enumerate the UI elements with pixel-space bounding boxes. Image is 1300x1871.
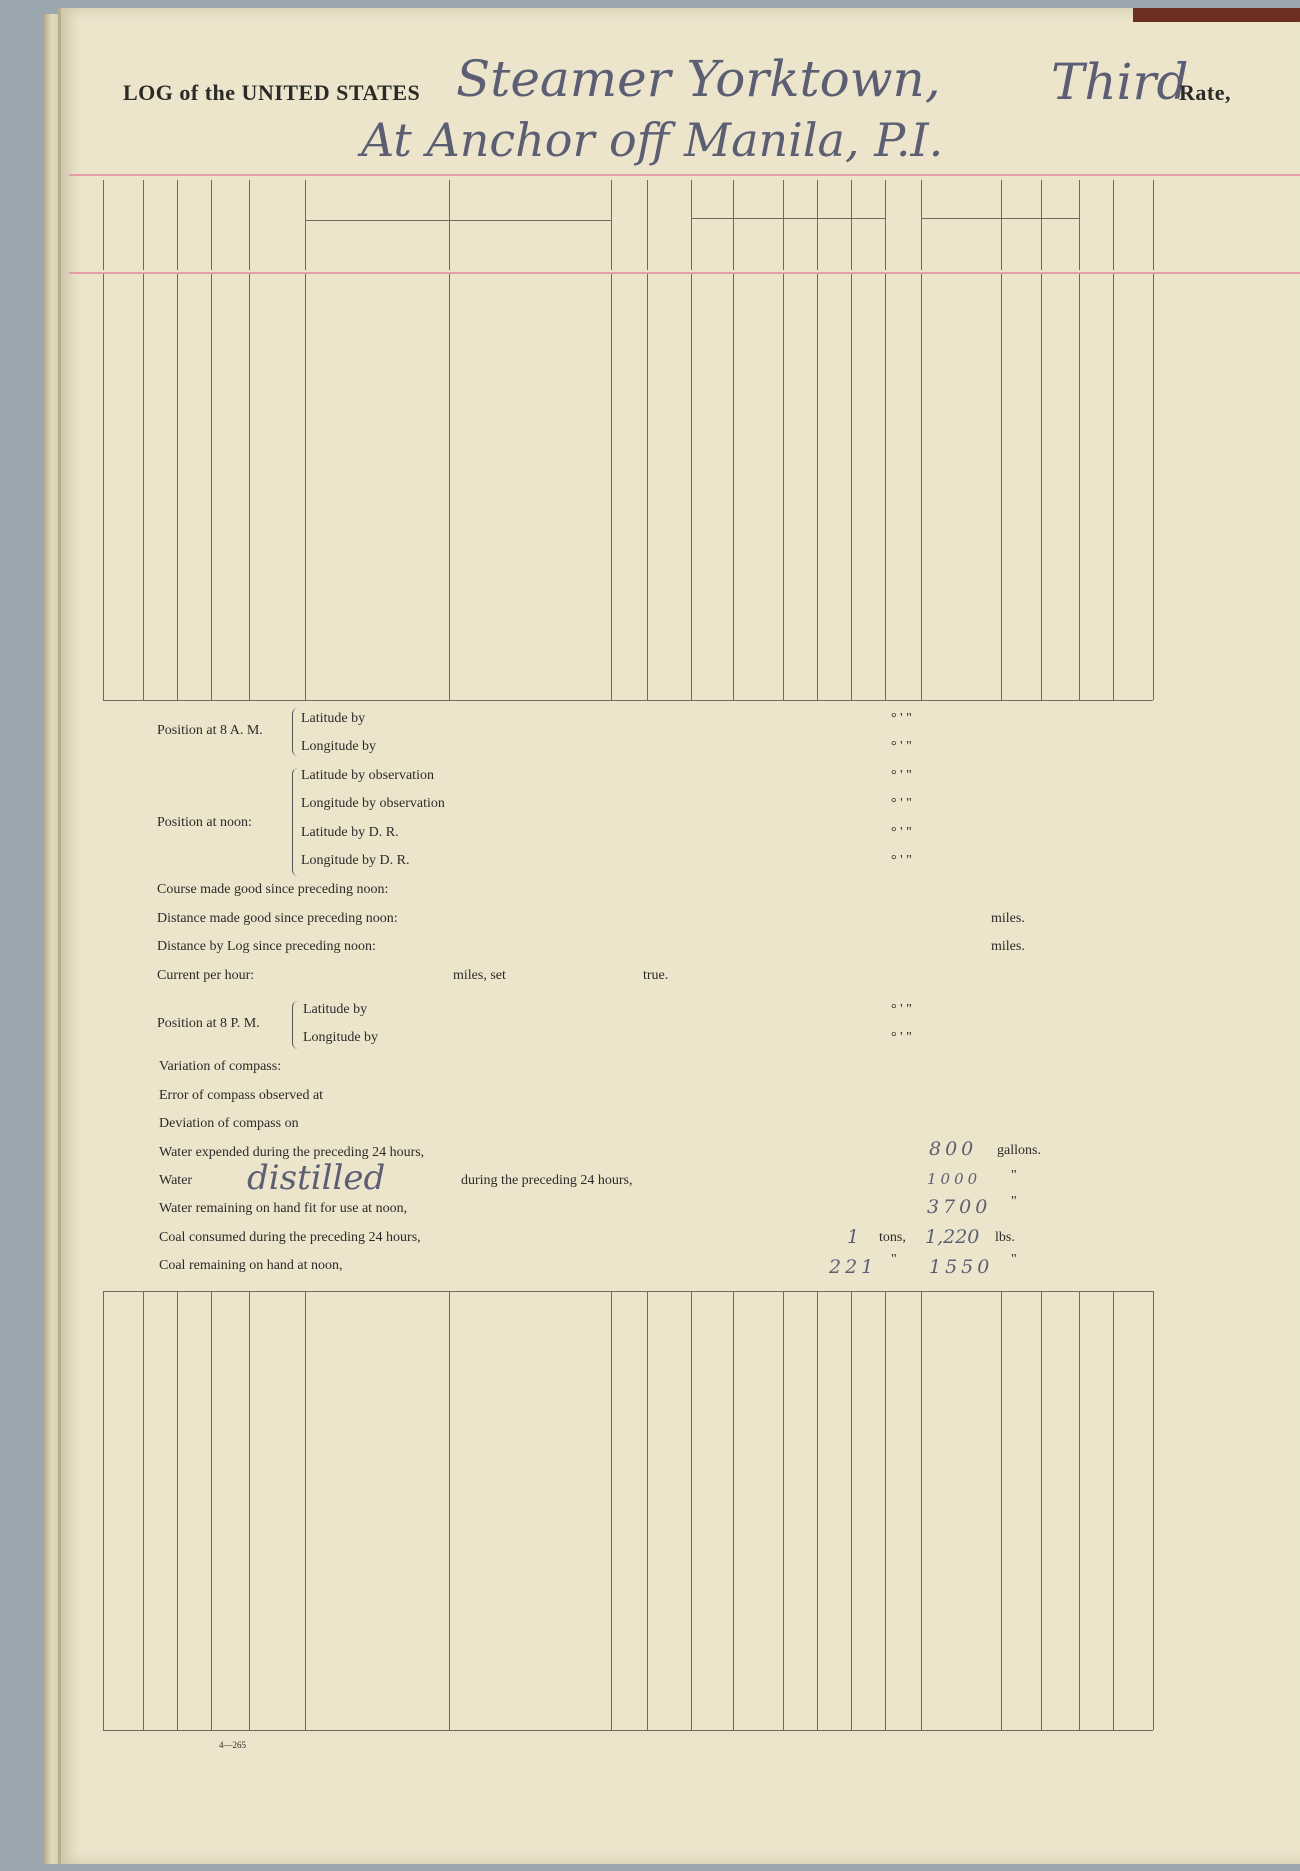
hdr-col-rule-7: [611, 180, 612, 270]
pos-noon-label: Position at noon:: [157, 815, 252, 830]
coal-rem-lbs: 1550: [929, 1256, 994, 1278]
am-col-rule-16: [1001, 274, 1002, 700]
hdr-col-rule-8: [647, 180, 648, 270]
am-col-rule-14: [885, 274, 886, 700]
pm-col-rule-9: [691, 1291, 692, 1730]
baro-temp-split-rule: [691, 218, 885, 219]
brace-8am: [292, 708, 299, 756]
water-expended-val: 800: [929, 1138, 978, 1160]
dms-5: ° ' ": [891, 825, 912, 840]
pm-col-rule-4: [249, 1291, 250, 1730]
pink-rule-header: [69, 272, 1300, 274]
gallons: gallons.: [997, 1143, 1041, 1158]
pm-col-rule-16: [1001, 1291, 1002, 1730]
ditto-3: ": [891, 1252, 897, 1267]
hdr-col-rule-16: [1001, 180, 1002, 270]
am-col-rule-8: [647, 274, 648, 700]
title-printed: LOG of the UNITED STATES: [123, 80, 421, 105]
wind-split-rule: [305, 220, 611, 221]
dms-1: ° ' ": [891, 711, 912, 726]
pm-col-rule-5: [305, 1291, 306, 1730]
pos-8pm-label: Position at 8 P. M.: [157, 1016, 260, 1031]
pm-col-rule-0: [103, 1291, 104, 1730]
dms-3: ° ' ": [891, 768, 912, 783]
lbs-label: lbs.: [995, 1230, 1015, 1245]
vessel-rate: Third: [1051, 53, 1189, 111]
pm-col-rule-12: [817, 1291, 818, 1730]
am-col-rule-15: [921, 274, 922, 700]
error: Error of compass observed at: [159, 1088, 324, 1103]
hdr-col-rule-10: [733, 180, 734, 270]
coal-rem-tons: 221: [829, 1256, 878, 1278]
form-number: 4—265: [219, 1740, 246, 1750]
coal-consumed: Coal consumed during the preceding 24 hours,: [159, 1230, 421, 1245]
hdr-col-rule-first: [103, 180, 104, 270]
water-distilled-val: 1000: [927, 1170, 982, 1188]
pink-rule-top: [69, 174, 1300, 176]
am-col-rule-20: [1153, 274, 1154, 700]
dist-log: Distance by Log since preceding noon:: [157, 939, 376, 954]
lon-8pm: Longitude by: [303, 1030, 379, 1045]
am-col-rule-7: [611, 274, 612, 700]
dms-6: ° ' ": [891, 853, 912, 868]
ditto-1: ": [1011, 1168, 1017, 1183]
lat-obs: Latitude by observation: [301, 768, 434, 783]
hdr-col-rule-3: [211, 180, 212, 270]
hdr-col-rule-18: [1079, 180, 1080, 270]
dms-7: ° ' ": [891, 1002, 912, 1017]
pm-col-rule-10: [733, 1291, 734, 1730]
am-col-rule-6: [449, 274, 450, 700]
pm-col-rule-18: [1079, 1291, 1080, 1730]
am-col-rule-11: [783, 274, 784, 700]
pm-col-rule-11: [783, 1291, 784, 1730]
am-col-rule-17: [1041, 274, 1042, 700]
water-during: during the preceding 24 hours,: [461, 1173, 633, 1188]
anchor-location: At Anchor off Manila, P.I.: [361, 113, 944, 167]
hdr-col-rule-4: [249, 180, 250, 270]
lon-dr: Longitude by D. R.: [301, 853, 410, 868]
clouds-split-rule: [921, 218, 1079, 219]
hdr-col-rule-17: [1041, 180, 1042, 270]
am-col-rule-5: [305, 274, 306, 700]
lat-8am: Latitude by: [301, 711, 366, 726]
am-col-rule-10: [733, 274, 734, 700]
current-label: Current per hour:: [157, 968, 255, 983]
deviation: Deviation of compass on: [159, 1116, 299, 1131]
miles-set: miles, set: [453, 968, 506, 983]
am-col-rule-0: [103, 274, 104, 700]
am-bottom-rule: [103, 700, 1153, 701]
hdr-col-rule-12: [817, 180, 818, 270]
binding-corner: [1133, 8, 1300, 22]
am-col-rule-19: [1113, 274, 1114, 700]
pos-8am-label: Position at 8 A. M.: [157, 723, 263, 738]
am-col-rule-4: [249, 274, 250, 700]
lat-dr: Latitude by D. R.: [301, 825, 399, 840]
pm-col-rule-1: [143, 1291, 144, 1730]
coal-tons-val: 1: [847, 1226, 860, 1248]
pm-col-rule-13: [851, 1291, 852, 1730]
ditto-4: ": [1011, 1252, 1017, 1267]
rate-label: Rate,: [1179, 80, 1231, 105]
pm-bottom-rule: [103, 1730, 1153, 1731]
pm-col-rule-20: [1153, 1291, 1154, 1730]
coal-lbs-val: 1,220: [925, 1226, 980, 1248]
am-col-rule-9: [691, 274, 692, 700]
water-remaining-val: 3700: [927, 1196, 992, 1218]
pm-col-rule-7: [611, 1291, 612, 1730]
vessel-name: Steamer Yorktown,: [456, 50, 941, 108]
tons-label: tons,: [879, 1230, 906, 1245]
hdr-col-rule-6: [449, 180, 450, 270]
pm-col-rule-15: [921, 1291, 922, 1730]
lon-obs: Longitude by observation: [301, 796, 445, 811]
am-col-rule-3: [211, 274, 212, 700]
dms-4: ° ' ": [891, 796, 912, 811]
miles-2: miles.: [991, 939, 1025, 954]
am-col-rule-12: [817, 274, 818, 700]
miles-1: miles.: [991, 911, 1025, 926]
hdr-col-rule-1: [143, 180, 144, 270]
am-col-rule-18: [1079, 274, 1080, 700]
pm-col-rule-19: [1113, 1291, 1114, 1730]
pm-col-rule-6: [449, 1291, 450, 1730]
hdr-col-rule-11: [783, 180, 784, 270]
variation: Variation of compass:: [159, 1059, 282, 1074]
am-col-rule-1: [143, 274, 144, 700]
hdr-col-rule-9: [691, 180, 692, 270]
dist-made: Distance made good since preceding noon:: [157, 911, 398, 926]
coal-remaining: Coal remaining on hand at noon,: [159, 1258, 343, 1273]
pm-col-rule-2: [177, 1291, 178, 1730]
hdr-col-rule-5: [305, 180, 306, 270]
hdr-col-rule-14: [885, 180, 886, 270]
am-col-rule-2: [177, 274, 178, 700]
water-label: Water: [159, 1173, 193, 1188]
dms-2: ° ' ": [891, 739, 912, 754]
water-expended: Water expended during the preceding 24 hours,: [159, 1145, 425, 1160]
brace-8pm: [292, 1001, 299, 1049]
pm-col-rule-3: [211, 1291, 212, 1730]
pm-top-rule: [103, 1291, 1153, 1292]
hdr-col-rule-19: [1113, 180, 1114, 270]
hdr-col-rule-13: [851, 180, 852, 270]
pm-col-rule-17: [1041, 1291, 1042, 1730]
lon-8am: Longitude by: [301, 739, 377, 754]
dms-8: ° ' ": [891, 1030, 912, 1045]
hdr-col-rule-20: [1153, 180, 1154, 270]
brace-noon: [292, 768, 299, 876]
hdr-col-rule-2: [177, 180, 178, 270]
am-col-rule-13: [851, 274, 852, 700]
course-made: Course made good since preceding noon:: [157, 882, 389, 897]
water-kind: distilled: [247, 1158, 386, 1198]
pm-col-rule-8: [647, 1291, 648, 1730]
true-label: true.: [643, 968, 669, 983]
ditto-2: ": [1011, 1194, 1017, 1209]
lat-8pm: Latitude by: [303, 1002, 368, 1017]
log-page: [58, 8, 1300, 1864]
pm-col-rule-14: [885, 1291, 886, 1730]
hdr-col-rule-15: [921, 180, 922, 270]
water-remaining: Water remaining on hand fit for use at noon,: [159, 1201, 408, 1216]
